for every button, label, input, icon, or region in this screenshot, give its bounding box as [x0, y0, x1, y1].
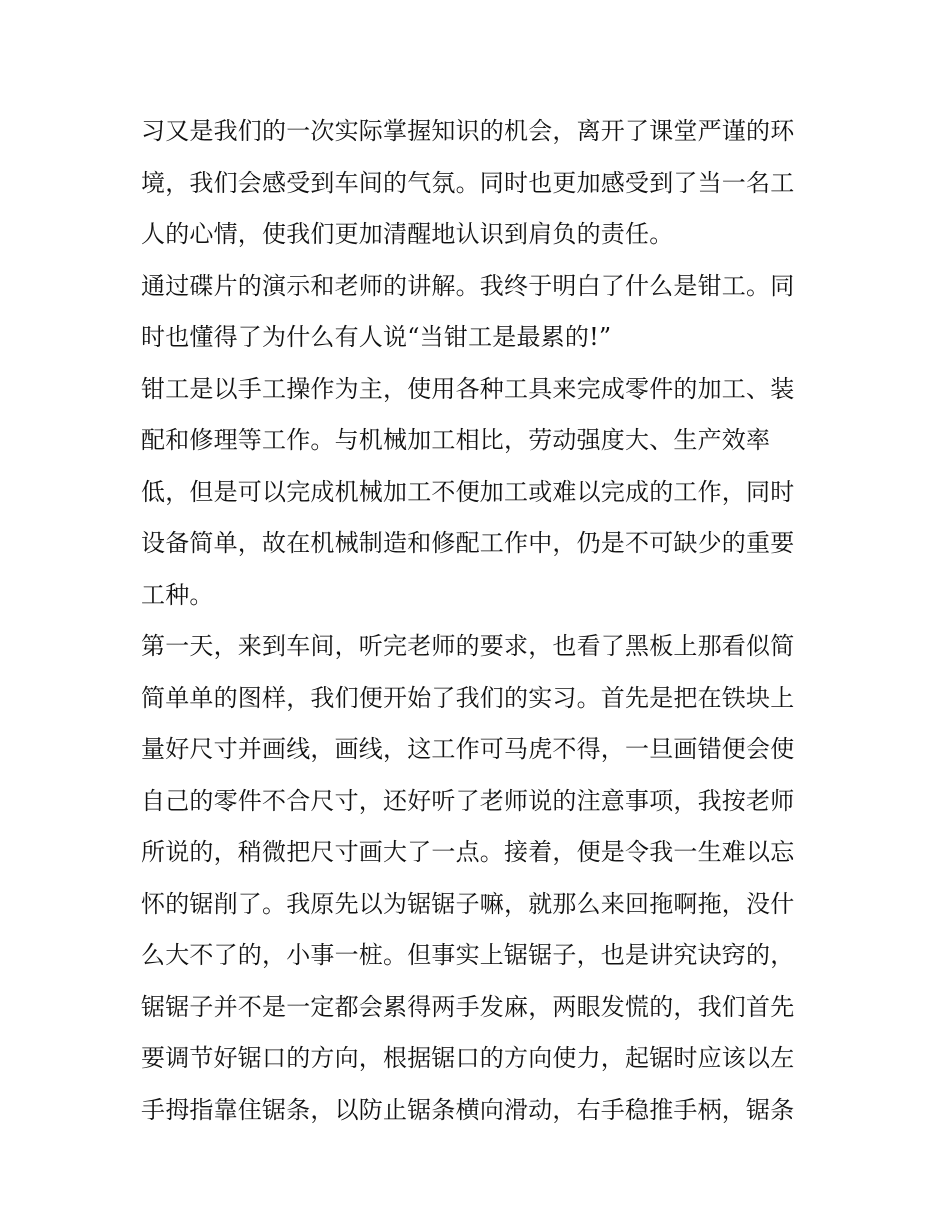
text-line: 要调节好锯口的方向，根据锯口的方向使力，起锯时应该以左 — [141, 1044, 795, 1072]
text-line: 所说的，稍微把尺寸画大了一点。接着，便是令我一生难以忘 — [141, 838, 795, 866]
text-line: 习又是我们的一次实际掌握知识的机会，离开了课堂严谨的环 — [141, 117, 795, 145]
text-line: 设备简单，故在机械制造和修配工作中，仍是不可缺少的重要 — [141, 529, 795, 557]
text-line: 量好尺寸并画线，画线，这工作可马虎不得，一旦画错便会使 — [141, 735, 795, 763]
text-line: 么大不了的，小事一桩。但事实上锯锯子，也是讲究诀窍的， — [141, 941, 795, 969]
text-line: 简单单的图样，我们便开始了我们的实习。首先是把在铁块上 — [141, 683, 795, 712]
text-line: 钳工是以手工操作为主，使用各种工具来完成零件的加工、装 — [141, 374, 795, 403]
text-line: 低，但是可以完成机械加工不便加工或难以完成的工作，同时 — [141, 477, 795, 506]
text-line: 境，我们会感受到车间的气氛。同时也更加感受到了当一名工 — [141, 168, 795, 197]
body-text — [141, 106, 821, 1136]
text-line: 人的心情，使我们更加清醒地认识到肩负的责任。 — [141, 220, 674, 248]
text-line: 通过碟片的演示和老师的讲解。我终于明白了什么是钳工。同 — [141, 271, 795, 300]
text-line: 手拇指靠住锯条，以防止锯条横向滑动，右手稳推手柄，锯条 — [141, 1095, 795, 1124]
text-line: 自己的零件不合尺寸，还好听了老师说的注意事项，我按老师 — [141, 786, 795, 815]
text-line: 工种。 — [141, 580, 214, 609]
text-line: 第一天，来到车间，听完老师的要求，也看了黑板上那看似简 — [141, 632, 795, 660]
text-line: 配和修理等工作。与机械加工相比，劳动强度大、生产效率 — [141, 426, 771, 454]
text-line: 怀的锯削了。我原先以为锯锯子嘛，就那么来回拖啊拖，没什 — [141, 889, 795, 918]
text-line: 时也懂得了为什么有人说“当钳工是最累的!” — [141, 323, 612, 351]
text-line: 锯锯子并不是一定都会累得两手发麻，两眼发慌的，我们首先 — [141, 992, 795, 1021]
